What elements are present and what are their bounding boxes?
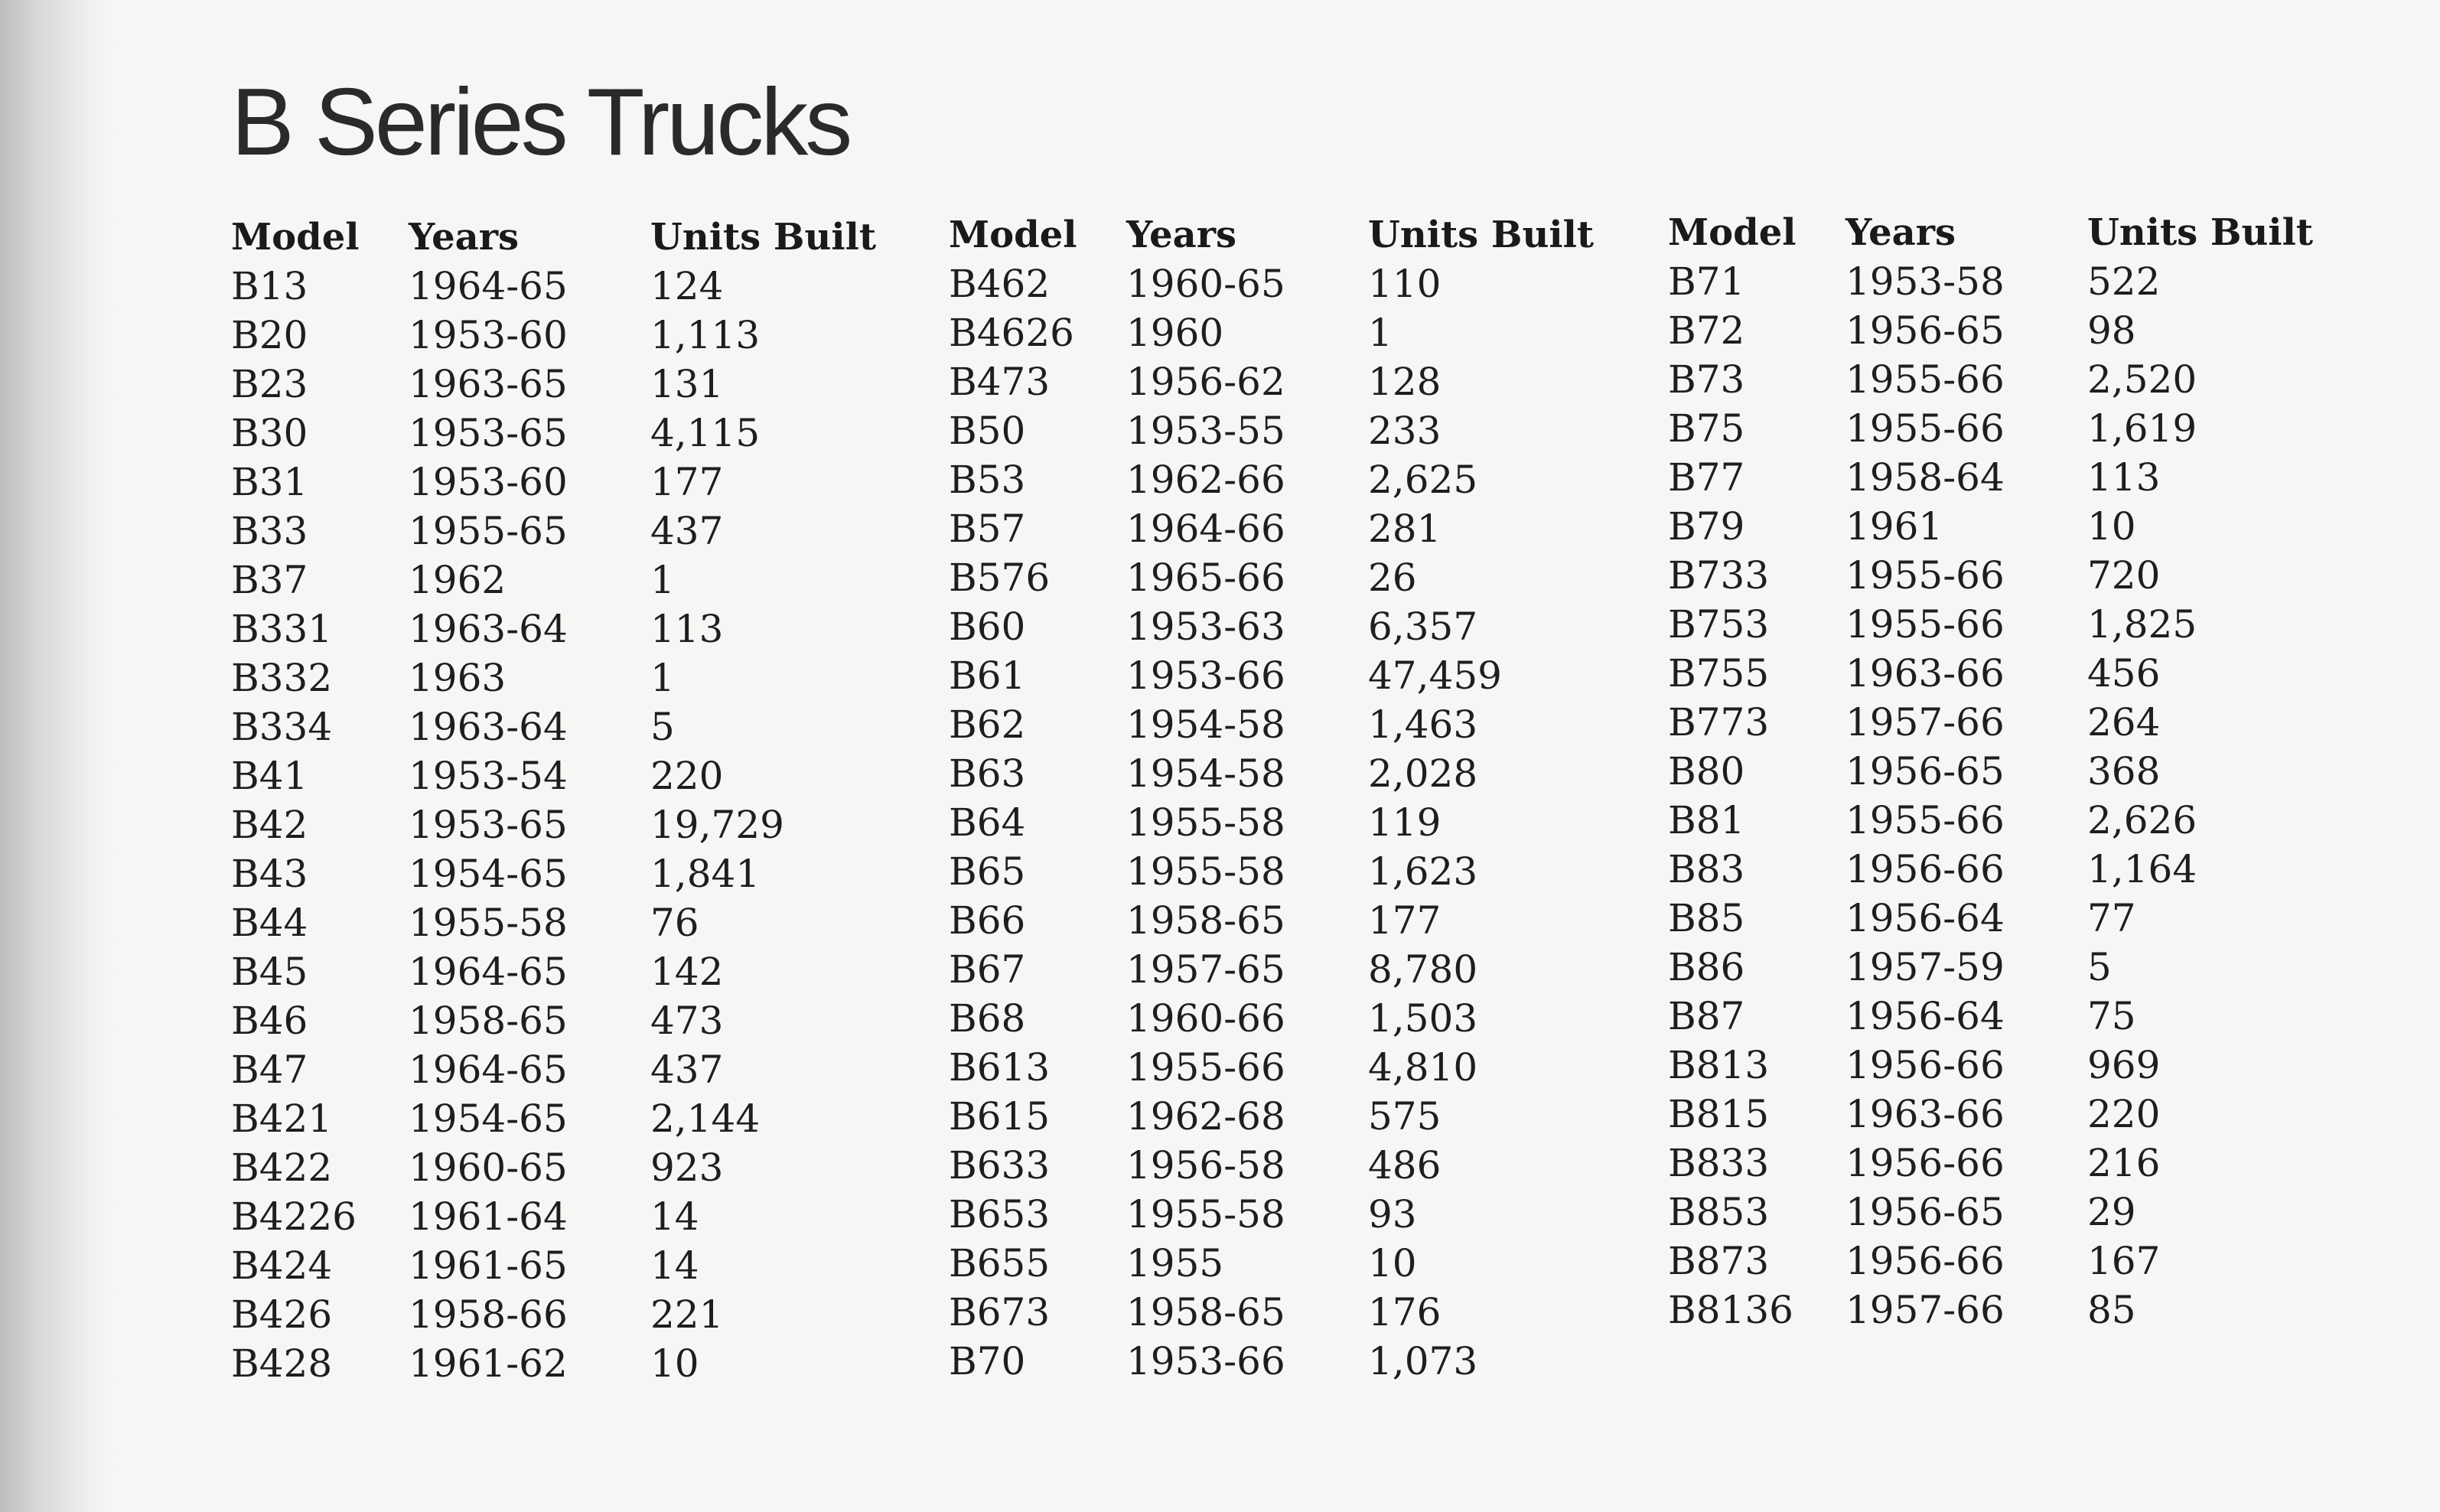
units-built-cell: 2,626 xyxy=(2087,798,2197,842)
model-cell: B62 xyxy=(949,702,1026,747)
model-cell: B462 xyxy=(949,262,1051,306)
years-cell: 1953-60 xyxy=(409,460,568,504)
model-cell: B815 xyxy=(1668,1092,1770,1136)
model-cell: B46 xyxy=(231,999,308,1043)
units-built-cell: 26 xyxy=(1368,556,1417,600)
units-built-cell: 6,357 xyxy=(1368,604,1478,649)
header-model: Model xyxy=(231,216,360,259)
model-cell: B4226 xyxy=(231,1194,357,1239)
model-cell: B755 xyxy=(1668,651,1770,696)
years-cell: 1955-58 xyxy=(1126,849,1285,894)
units-built-cell: 113 xyxy=(650,607,724,651)
units-built-cell: 14 xyxy=(650,1194,699,1239)
model-cell: B424 xyxy=(231,1243,333,1288)
model-cell: B23 xyxy=(231,362,308,406)
years-cell: 1963-66 xyxy=(1845,1092,2005,1136)
model-cell: B673 xyxy=(949,1290,1051,1334)
model-cell: B86 xyxy=(1668,945,1745,989)
page-gutter-shadow xyxy=(0,0,115,1512)
years-cell: 1960-65 xyxy=(1126,262,1285,306)
years-cell: 1961-64 xyxy=(409,1194,568,1239)
units-built-cell: 1,503 xyxy=(1368,996,1478,1041)
units-built-cell: 1 xyxy=(650,558,675,602)
units-built-cell: 167 xyxy=(2087,1239,2161,1283)
model-cell: B43 xyxy=(231,852,308,896)
years-cell: 1955-66 xyxy=(1845,406,2005,451)
model-cell: B428 xyxy=(231,1341,333,1386)
units-built-cell: 10 xyxy=(650,1341,699,1386)
years-cell: 1957-59 xyxy=(1845,945,2005,989)
years-cell: 1962-66 xyxy=(1126,458,1285,502)
model-cell: B61 xyxy=(949,653,1026,698)
units-built-cell: 969 xyxy=(2087,1043,2161,1087)
model-cell: B53 xyxy=(949,458,1026,502)
model-cell: B615 xyxy=(949,1094,1051,1139)
units-built-cell: 124 xyxy=(650,264,724,308)
header-years: Years xyxy=(409,216,520,259)
model-cell: B73 xyxy=(1668,357,1745,402)
units-built-cell: 1 xyxy=(650,656,675,700)
model-cell: B65 xyxy=(949,849,1026,894)
years-cell: 1958-64 xyxy=(1845,455,2005,500)
years-cell: 1963-66 xyxy=(1845,651,2005,696)
years-cell: 1955-66 xyxy=(1845,798,2005,842)
years-cell: 1958-65 xyxy=(1126,1290,1285,1334)
units-built-cell: 264 xyxy=(2087,700,2161,745)
units-built-cell: 216 xyxy=(2087,1141,2161,1185)
units-built-cell: 119 xyxy=(1368,800,1442,845)
model-cell: B41 xyxy=(231,754,308,798)
units-built-cell: 128 xyxy=(1368,360,1442,404)
years-cell: 1956-64 xyxy=(1845,994,2005,1038)
units-built-cell: 1,623 xyxy=(1368,849,1478,894)
years-cell: 1956-65 xyxy=(1845,749,2005,793)
years-cell: 1955-58 xyxy=(409,901,568,945)
years-cell: 1957-66 xyxy=(1845,1288,2005,1332)
years-cell: 1958-65 xyxy=(1126,898,1285,943)
units-built-cell: 1,164 xyxy=(2087,847,2197,891)
years-cell: 1964-66 xyxy=(1126,507,1285,551)
years-cell: 1962-68 xyxy=(1126,1094,1285,1139)
units-built-cell: 1,113 xyxy=(650,313,761,357)
years-cell: 1955-66 xyxy=(1845,357,2005,402)
model-cell: B332 xyxy=(231,656,333,700)
model-cell: B813 xyxy=(1668,1043,1770,1087)
years-cell: 1955 xyxy=(1126,1241,1224,1286)
years-cell: 1958-66 xyxy=(409,1292,568,1337)
model-cell: B653 xyxy=(949,1192,1051,1237)
model-cell: B334 xyxy=(231,705,333,749)
years-cell: 1955-58 xyxy=(1126,800,1285,845)
model-cell: B44 xyxy=(231,901,308,945)
model-cell: B613 xyxy=(949,1045,1051,1090)
units-built-cell: 221 xyxy=(650,1292,724,1337)
model-cell: B45 xyxy=(231,950,308,994)
units-built-cell: 473 xyxy=(650,999,724,1043)
years-cell: 1961-62 xyxy=(409,1341,568,1386)
units-built-cell: 131 xyxy=(650,362,724,406)
years-cell: 1953-54 xyxy=(409,754,568,798)
years-cell: 1957-66 xyxy=(1845,700,2005,745)
units-built-cell: 98 xyxy=(2087,308,2136,353)
model-cell: B66 xyxy=(949,898,1026,943)
units-built-cell: 220 xyxy=(2087,1092,2161,1136)
units-built-cell: 575 xyxy=(1368,1094,1442,1139)
units-built-cell: 142 xyxy=(650,950,724,994)
years-cell: 1956-66 xyxy=(1845,1239,2005,1283)
years-cell: 1955-66 xyxy=(1126,1045,1285,1090)
units-built-cell: 486 xyxy=(1368,1143,1442,1188)
model-cell: B77 xyxy=(1668,455,1745,500)
model-cell: B4626 xyxy=(949,311,1074,355)
units-built-cell: 177 xyxy=(1368,898,1442,943)
years-cell: 1963-64 xyxy=(409,607,568,651)
model-cell: B773 xyxy=(1668,700,1770,745)
years-cell: 1956-65 xyxy=(1845,308,2005,353)
header-years: Years xyxy=(1126,213,1237,256)
years-cell: 1957-65 xyxy=(1126,947,1285,992)
units-built-cell: 113 xyxy=(2087,455,2161,500)
years-cell: 1954-58 xyxy=(1126,702,1285,747)
model-cell: B853 xyxy=(1668,1190,1770,1234)
units-built-cell: 220 xyxy=(650,754,724,798)
years-cell: 1953-66 xyxy=(1126,653,1285,698)
years-cell: 1955-66 xyxy=(1845,602,2005,647)
header-units-built: Units Built xyxy=(650,216,877,259)
model-cell: B13 xyxy=(231,264,308,308)
years-cell: 1954-58 xyxy=(1126,751,1285,796)
units-built-cell: 14 xyxy=(650,1243,699,1288)
model-cell: B68 xyxy=(949,996,1026,1041)
model-cell: B83 xyxy=(1668,847,1745,891)
units-built-cell: 1,619 xyxy=(2087,406,2197,451)
units-built-cell: 1 xyxy=(1368,311,1393,355)
units-built-cell: 281 xyxy=(1368,507,1442,551)
years-cell: 1953-55 xyxy=(1126,409,1285,453)
model-cell: B75 xyxy=(1668,406,1745,451)
years-cell: 1954-65 xyxy=(409,1097,568,1141)
years-cell: 1960-65 xyxy=(409,1145,568,1190)
model-cell: B47 xyxy=(231,1048,308,1092)
model-cell: B576 xyxy=(949,556,1051,600)
model-cell: B331 xyxy=(231,607,333,651)
units-built-cell: 2,520 xyxy=(2087,357,2197,402)
units-built-cell: 76 xyxy=(650,901,699,945)
years-cell: 1953-58 xyxy=(1845,259,2005,304)
model-cell: B67 xyxy=(949,947,1026,992)
years-cell: 1954-65 xyxy=(409,852,568,896)
model-cell: B30 xyxy=(231,411,308,455)
years-cell: 1960-66 xyxy=(1126,996,1285,1041)
units-built-cell: 456 xyxy=(2087,651,2161,696)
years-cell: 1965-66 xyxy=(1126,556,1285,600)
model-cell: B753 xyxy=(1668,602,1770,647)
years-cell: 1956-64 xyxy=(1845,896,2005,940)
years-cell: 1956-58 xyxy=(1126,1143,1285,1188)
units-built-cell: 1,073 xyxy=(1368,1339,1478,1383)
years-cell: 1956-66 xyxy=(1845,1141,2005,1185)
model-cell: B20 xyxy=(231,313,308,357)
units-built-cell: 1,841 xyxy=(650,852,761,896)
years-cell: 1955-66 xyxy=(1845,553,2005,598)
model-cell: B64 xyxy=(949,800,1026,845)
units-built-cell: 176 xyxy=(1368,1290,1442,1334)
model-cell: B81 xyxy=(1668,798,1745,842)
years-cell: 1956-66 xyxy=(1845,847,2005,891)
units-built-cell: 93 xyxy=(1368,1192,1417,1237)
model-cell: B72 xyxy=(1668,308,1745,353)
units-built-cell: 4,115 xyxy=(650,411,761,455)
units-built-cell: 923 xyxy=(650,1145,724,1190)
years-cell: 1964-65 xyxy=(409,950,568,994)
years-cell: 1961-65 xyxy=(409,1243,568,1288)
model-cell: B50 xyxy=(949,409,1026,453)
model-cell: B42 xyxy=(231,803,308,847)
model-cell: B57 xyxy=(949,507,1026,551)
years-cell: 1962 xyxy=(409,558,507,602)
model-cell: B473 xyxy=(949,360,1051,404)
model-cell: B79 xyxy=(1668,504,1745,549)
units-built-cell: 19,729 xyxy=(650,803,784,847)
units-built-cell: 2,144 xyxy=(650,1097,761,1141)
model-cell: B655 xyxy=(949,1241,1051,1286)
model-cell: B421 xyxy=(231,1097,333,1141)
years-cell: 1960 xyxy=(1126,311,1224,355)
model-cell: B426 xyxy=(231,1292,333,1337)
years-cell: 1963-64 xyxy=(409,705,568,749)
units-built-cell: 177 xyxy=(650,460,724,504)
units-built-cell: 1,463 xyxy=(1368,702,1478,747)
units-built-cell: 233 xyxy=(1368,409,1442,453)
units-built-cell: 4,810 xyxy=(1368,1045,1478,1090)
units-built-cell: 2,028 xyxy=(1368,751,1478,796)
years-cell: 1964-65 xyxy=(409,1048,568,1092)
model-cell: B33 xyxy=(231,509,308,553)
units-built-cell: 437 xyxy=(650,509,724,553)
years-cell: 1958-65 xyxy=(409,999,568,1043)
model-cell: B71 xyxy=(1668,259,1745,304)
units-built-cell: 522 xyxy=(2087,259,2161,304)
units-built-cell: 8,780 xyxy=(1368,947,1478,992)
model-cell: B37 xyxy=(231,558,308,602)
units-built-cell: 75 xyxy=(2087,994,2136,1038)
years-cell: 1963 xyxy=(409,656,507,700)
years-cell: 1956-62 xyxy=(1126,360,1285,404)
years-cell: 1953-66 xyxy=(1126,1339,1285,1383)
years-cell: 1964-65 xyxy=(409,264,568,308)
units-built-cell: 110 xyxy=(1368,262,1442,306)
model-cell: B8136 xyxy=(1668,1288,1793,1332)
page-title: B Series Trucks xyxy=(231,70,850,175)
units-built-cell: 77 xyxy=(2087,896,2136,940)
model-cell: B422 xyxy=(231,1145,333,1190)
units-built-cell: 368 xyxy=(2087,749,2161,793)
model-cell: B633 xyxy=(949,1143,1051,1188)
units-built-cell: 437 xyxy=(650,1048,724,1092)
header-units-built: Units Built xyxy=(2087,211,2314,254)
units-built-cell: 10 xyxy=(1368,1241,1417,1286)
units-built-cell: 5 xyxy=(2087,945,2112,989)
years-cell: 1956-65 xyxy=(1845,1190,2005,1234)
model-cell: B873 xyxy=(1668,1239,1770,1283)
model-cell: B733 xyxy=(1668,553,1770,598)
model-cell: B63 xyxy=(949,751,1026,796)
units-built-cell: 1,825 xyxy=(2087,602,2197,647)
years-cell: 1956-66 xyxy=(1845,1043,2005,1087)
model-cell: B85 xyxy=(1668,896,1745,940)
header-model: Model xyxy=(949,213,1077,256)
units-built-cell: 720 xyxy=(2087,553,2161,598)
model-cell: B31 xyxy=(231,460,308,504)
units-built-cell: 29 xyxy=(2087,1190,2136,1234)
model-cell: B833 xyxy=(1668,1141,1770,1185)
units-built-cell: 47,459 xyxy=(1368,653,1502,698)
units-built-cell: 2,625 xyxy=(1368,458,1478,502)
units-built-cell: 10 xyxy=(2087,504,2136,549)
units-built-cell: 85 xyxy=(2087,1288,2136,1332)
units-built-cell: 5 xyxy=(650,705,675,749)
years-cell: 1953-63 xyxy=(1126,604,1285,649)
years-cell: 1963-65 xyxy=(409,362,568,406)
header-units-built: Units Built xyxy=(1368,213,1595,256)
years-cell: 1955-65 xyxy=(409,509,568,553)
years-cell: 1953-65 xyxy=(409,411,568,455)
years-cell: 1953-60 xyxy=(409,313,568,357)
model-cell: B80 xyxy=(1668,749,1745,793)
model-cell: B70 xyxy=(949,1339,1026,1383)
years-cell: 1953-65 xyxy=(409,803,568,847)
header-years: Years xyxy=(1845,211,1956,254)
years-cell: 1955-58 xyxy=(1126,1192,1285,1237)
model-cell: B87 xyxy=(1668,994,1745,1038)
years-cell: 1961 xyxy=(1845,504,1943,549)
model-cell: B60 xyxy=(949,604,1026,649)
header-model: Model xyxy=(1668,211,1797,254)
